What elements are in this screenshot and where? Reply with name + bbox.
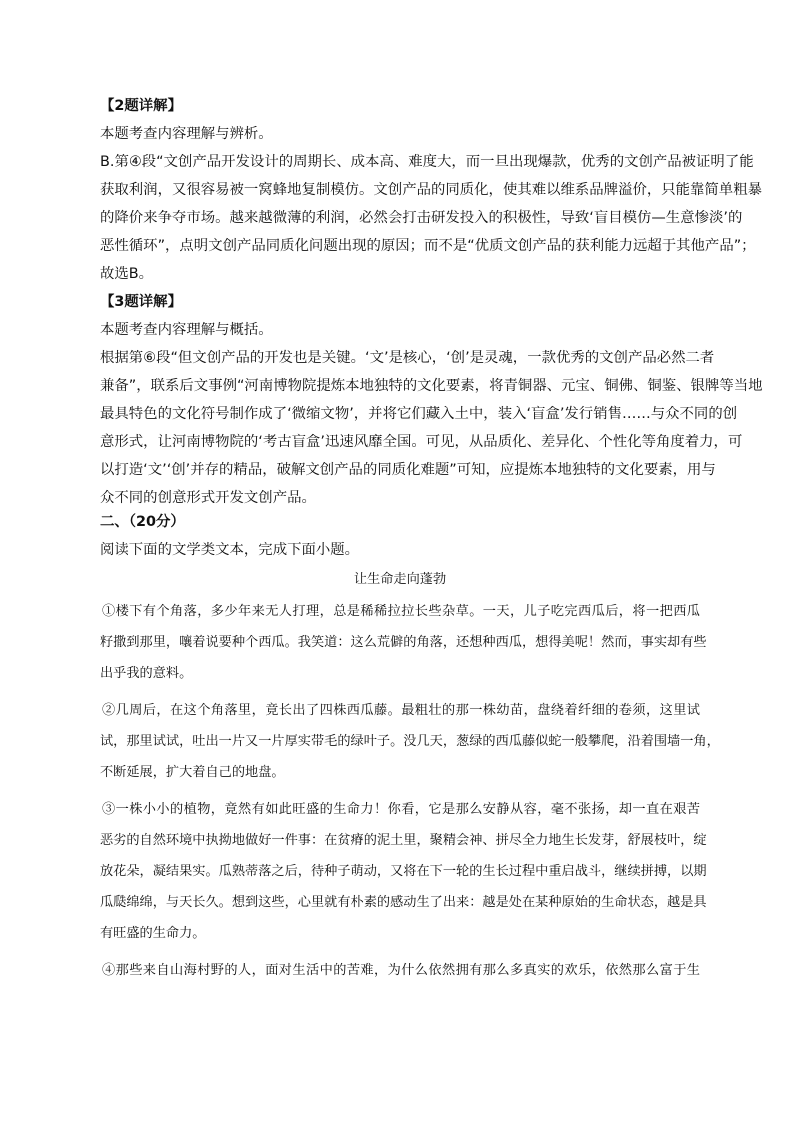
article-line: 放花朵，凝结果实。瓜熟蒂落之后，待种子萌动，又将在下一轮的生长过程中重启战斗，继续拼搏，以期 bbox=[100, 864, 707, 879]
question-3-line: 根据第⑥段“但文创产品的开发也是关键。‘文’是核心，‘创’是灵魂，一款优秀的文创产品必然二者 bbox=[100, 350, 715, 366]
article-line: 籽撒到那里，嚷着说要种个西瓜。我笑道：这么荒僻的角落，还想种西瓜，想得美呢！然而，事实却有些 bbox=[100, 635, 707, 650]
article-line: ①楼下有个角落，多少年来无人打理，总是稀稀拉拉长些杂草。一天，儿子吃完西瓜后，将一把西瓜 bbox=[102, 604, 700, 619]
article-line: 恶劣的自然环境中执拗地做好一件事：在贫瘠的泥土里，聚精会神、拼尽全力地生长发芽，舒展枝叶，绽 bbox=[100, 833, 707, 848]
article-line: 出乎我的意料。 bbox=[100, 666, 193, 681]
question-2-line: 本题考查内容理解与辨析。 bbox=[100, 126, 273, 142]
question-2-heading: 【2题详解】 bbox=[100, 98, 182, 114]
article-line: ③一株小小的植物，竟然有如此旺盛的生命力！你看，它是那么安静从容，毫不张扬，却一直在艰苦 bbox=[102, 802, 700, 817]
question-3-heading: 【3题详解】 bbox=[100, 294, 182, 310]
question-3-line: 意形式，让河南博物院的‘考古盲盒’迅速风靡全国。可见，从品质化、差异化、个性化等角度着力，可 bbox=[100, 434, 743, 450]
article-line: 试，那里试试，吐出一片又一片厚实带毛的绿叶子。没几天，葱绿的西瓜藤似蛇一般攀爬，沿着围墙一角， bbox=[100, 734, 720, 749]
question-3-line: 以打造‘文’‘创’并存的精品，破解文创产品的同质化难题”可知，应提炼本地独特的文化要素，用与 bbox=[100, 462, 716, 478]
document-body bbox=[100, 94, 763, 986]
question-3-line: 众不同的创意形式开发文创产品。 bbox=[100, 490, 316, 506]
question-3-line: 兼备”，联系后文事例“河南博物院提炼本地独特的文化要素，将青铜器、元宝、铜佛、铜鉴、银牌等当地 bbox=[100, 378, 763, 394]
article-line: 瓜瓞绵绵，与天长久。想到这些，心里就有朴素的感动生了出来：越是处在某种原始的生命状态，越是具 bbox=[100, 895, 707, 910]
article-title: 让生命走向蓬勃 bbox=[353, 572, 447, 587]
question-2-line: 获取利润，又很容易被一窝蜂地复制模仿。文创产品的同质化，使其难以维系品牌溢价，只能靠简单粗暴 bbox=[100, 182, 762, 198]
question-2-line: 的降价来争夺市场。越来越微薄的利润，必然会打击研发投入的积极性，导致‘盲目模仿—生意惨淡’的 bbox=[100, 210, 743, 226]
article-line: 不断延展，扩大着自己的地盘。 bbox=[100, 765, 285, 780]
question-2-line: 恶性循环”，点明文创产品同质化问题出现的原因；而不是“优质文创产品的获利能力远超于其他产品”； bbox=[100, 238, 756, 254]
question-2-line: B.第④段“文创产品开发设计的周期长、成本高、难度大，而一旦出现爆款，优秀的文创产品被证明了能 bbox=[100, 154, 754, 170]
article-line: 有旺盛的生命力。 bbox=[100, 926, 206, 941]
question-3-line: 最具特色的文化符号制作成了‘微缩文物’，并将它们藏入土中，装入‘盲盒’发行销售……与众不同的创 bbox=[100, 406, 738, 422]
part-two-instruction: 阅读下面的文学类文本，完成下面小题。 bbox=[100, 542, 360, 558]
question-2-line: 故选B。 bbox=[100, 266, 154, 282]
article-line: ②几周后，在这个角落里，竟长出了四株西瓜藤。最粗壮的那一株幼苗，盘绕着纤细的卷须，这里试 bbox=[102, 703, 700, 718]
question-3-line: 本题考查内容理解与概括。 bbox=[100, 322, 273, 338]
part-two-heading: 二、（20分） bbox=[100, 514, 185, 530]
article-line: ④那些来自山海村野的人，面对生活中的苦难，为什么依然拥有那么多真实的欢乐，依然那么富于生 bbox=[102, 963, 700, 978]
